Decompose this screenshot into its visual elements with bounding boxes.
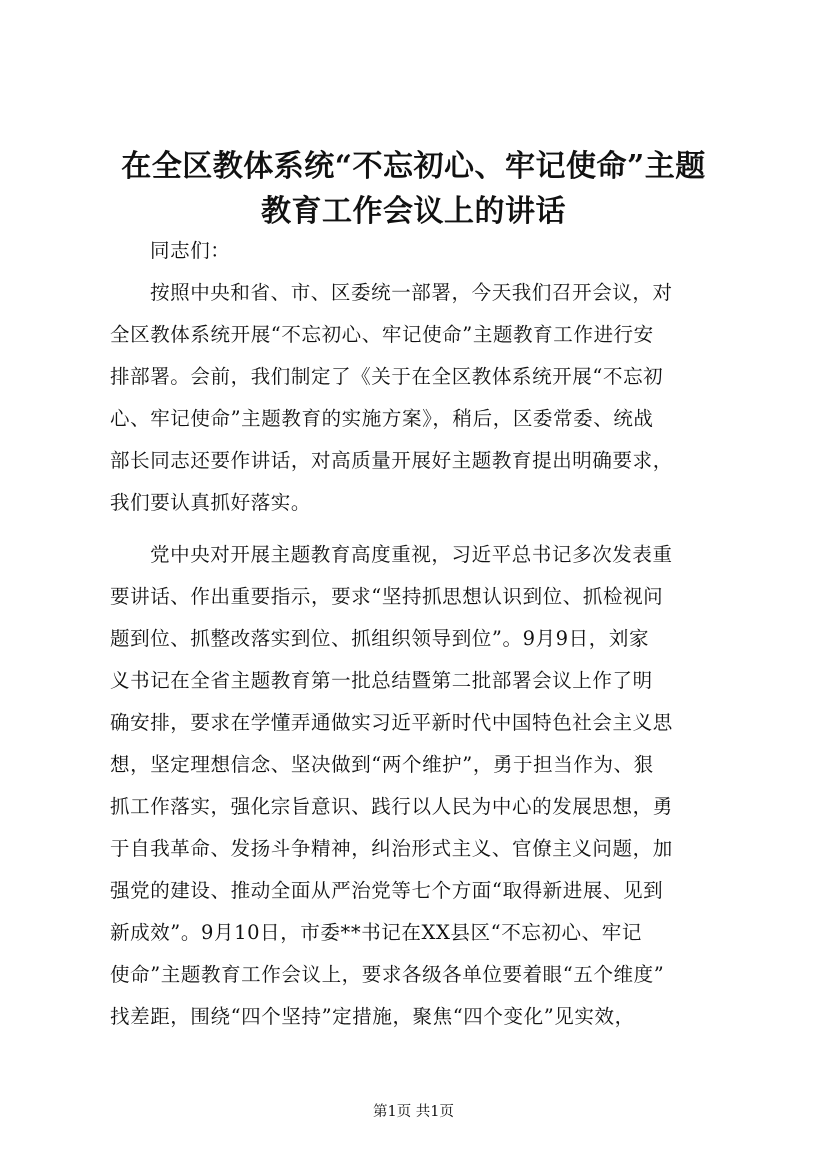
paragraph-2 — [110, 534, 730, 1038]
paragraph-line: 抓工作落实，强化宗旨意识、践行以人民为中心的发展思想，勇 — [110, 795, 673, 818]
paragraph-line: 排部署。会前，我们制定了《关于在全区教体系统开展“不忘初 — [110, 365, 664, 388]
paragraph-line: 题到位、抓整改落实到位、抓组织领导到位”。9月9日，刘家 — [110, 627, 650, 650]
paragraph-line: 心、牢记使命”主题教育的实施方案》，稍后，区委常委、统战 — [110, 407, 654, 430]
paragraph-line: 部长同志还要作讲话，对高质量开展好主题教育提出明确要求， — [110, 449, 673, 472]
paragraph-line: 强党的建设、推动全面从严治党等七个方面“取得新进展、见到 — [110, 879, 664, 902]
paragraph-line: 使命”主题教育工作会议上，要求各级各单位要着眼“五个维度” — [110, 963, 665, 986]
paragraph-1 — [110, 272, 730, 524]
paragraph-line: 要讲话、作出重要指示，要求“坚持抓思想认识到位、抓检视问 — [110, 585, 664, 608]
paragraph-line: 想，坚定理想信念、坚决做到“两个维护”，勇于担当作为、狠 — [110, 753, 654, 776]
paragraph-line: 按照中央和省、市、区委统一部署，今天我们召开会议，对 — [150, 281, 673, 304]
paragraph-spacer — [110, 524, 730, 534]
paragraph-line: 义书记在全省主题教育第一批总结暨第二批部署会议上作了明 — [110, 669, 653, 692]
paragraph-line: 新成效”。9月10日，市委**书记在XX县区“不忘初心、牢记 — [110, 921, 642, 944]
page-footer: 第1页 共1页 — [372, 1104, 455, 1120]
paragraph-line: 党中央对开展主题教育高度重视，习近平总书记多次发表重 — [150, 543, 673, 566]
paragraph-line: 找差距，围绕“四个坚持”定措施，聚焦“四个变化”见实效， — [110, 1005, 635, 1028]
paragraph-line: 于自我革命、发扬斗争精神，纠治形式主义、官僚主义问题，加 — [110, 837, 673, 860]
paragraph-line: 我们要认真抓好落实。 — [110, 491, 312, 514]
paragraph-line: 确安排，要求在学懂弄通做实习近平新时代中国特色社会主义思 — [110, 711, 673, 734]
salutation: 同志们： — [150, 239, 231, 262]
document-title-line-1: 在全区教体系统“不忘初心、牢记使命”主题 — [121, 149, 706, 184]
paragraph-line: 全区教体系统开展“不忘初心、牢记使命”主题教育工作进行安 — [110, 323, 654, 346]
document-title-line-2: 教育工作会议上的讲话 — [261, 194, 566, 229]
document-body — [110, 230, 730, 1038]
